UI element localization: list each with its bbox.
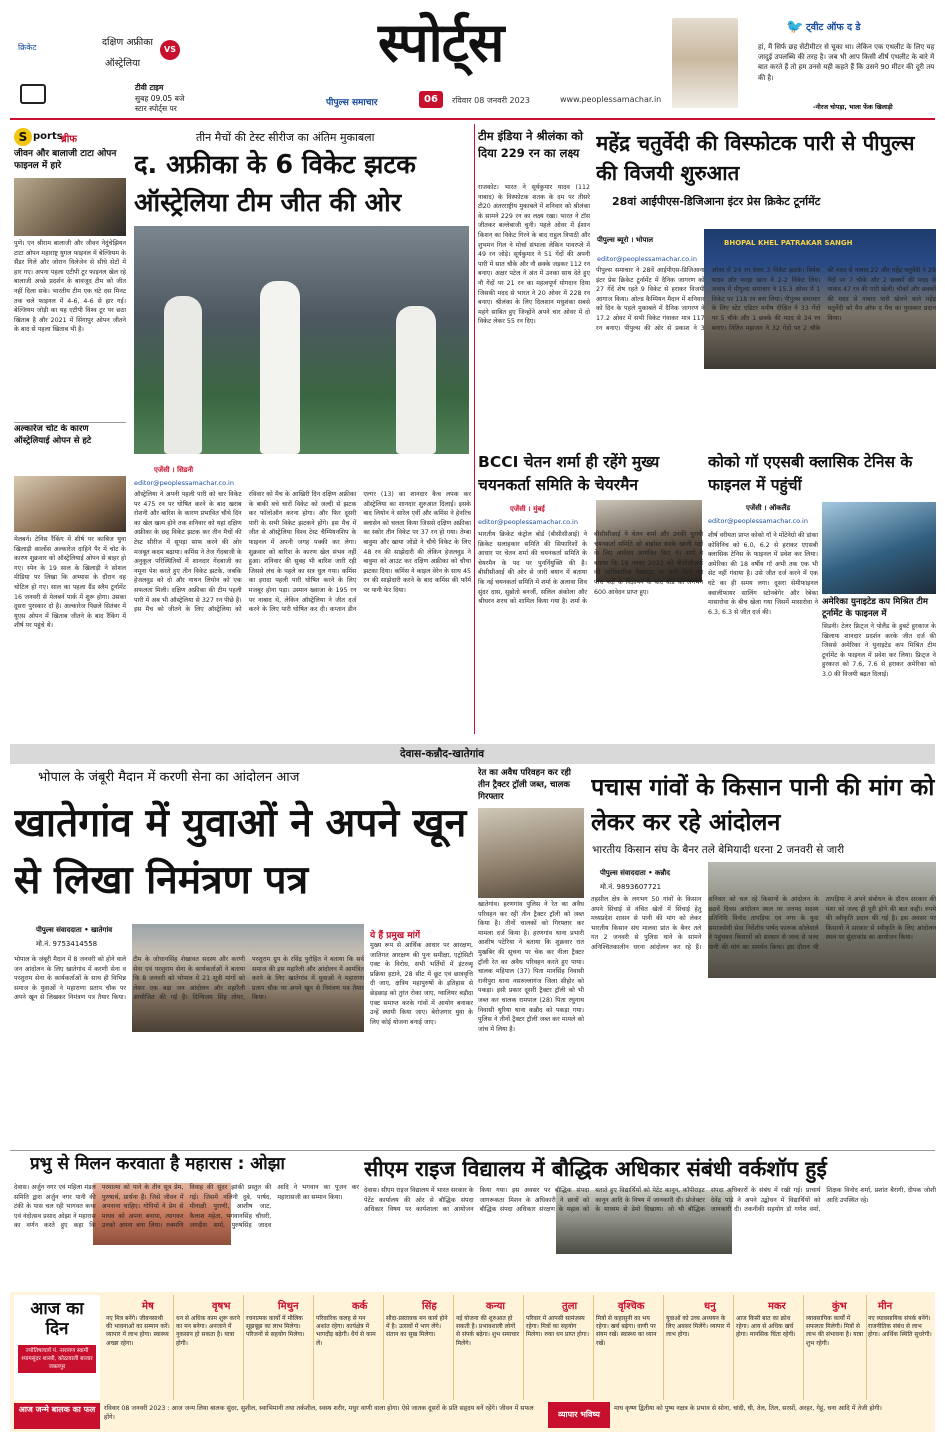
horoscope-title: आज का दिन [30, 1299, 84, 1339]
mahendra-banner: BHOPAL KHEL PATRAKAR SANGH [724, 239, 853, 247]
mahendra-sub: 28वां आईपीएस-डिजिआना इंटर प्रेस क्रिकेट टूर्नामेंट [612, 195, 821, 208]
horoscope-sign [174, 1295, 244, 1400]
lead-agency: एजेंसी । सिडनी [154, 466, 194, 474]
tweet-text: हां, मैं सिर्फ छह सेंटीमीटर से चूका था। लेकिन एक एथलीट के लिए यह जादुई उपलब्धि की तरह है। जब भी आप किसी शीर्ष एथलीट के बारे में बात करते हैं तो हम उनसे यही कहते हैं कि उसने 90 मीटर की दूरी तय की है। [758, 43, 935, 82]
masthead-date: रविवार 08 जनवरी 2023 [452, 96, 530, 105]
vyapar-label: व्यापार भविष्य [548, 1402, 610, 1428]
coco-photo [822, 502, 936, 594]
coco-box-text: सिडनी। टेलर फ्रिट्ज ने पोलैंड के हुबर्ट हुरकाज के खिलाफ शानदार प्रदर्शन करके जीत दर्ज की जिससे अमेरिका ने युनाइटेड कप मिश्रित टीम टूर्नामेंट के फाइनल में प्रवेश कर लिया। फ्रिट्ज ने हुरकाज को 7.6, 7.6 से हराकर अमेरिका को 3.0 की विजयी बढ़त दिलाई। [822, 623, 936, 678]
lead-kicker: तीन मैचों की टेस्ट सीरीज का अंतिम मुकाबला [196, 131, 375, 144]
horoscope-sign [594, 1295, 664, 1400]
bcci-email: editor@peoplessamachar.co.in [478, 518, 578, 526]
tweet-icon: 🐦 [786, 19, 804, 35]
brief-title-b: ब्रीफ [61, 134, 78, 145]
bcci-text: भारतीय क्रिकेट कंट्रोल बोर्ड (बीसीसीआई) ने क्रिकेट सलाहकार समिति की सिफारिशों के आधार पर चेतन शर्मा की चयनकर्ता समिति के चेयरमैन के पद पर पुनर्नियुक्ति की है। बीसीसीआई की ओर से जारी बयान में बताया कि नई चयनकर्ता समिति में शर्मा के अलावा शिव सुंदर दास, सुब्रोतो बनर्जी, सलिल अंकोला और श्रीधरन शरथ को शामिल किया गया है। शर्मा के बीसीसीआई ने चेतन शर्मा और उनकी पुरानी चयनकर्ता समिति को बर्खास्त करके खाली पदों के लिए आवेदन आमंत्रित किए थे। शर्मा ने बताया कि 18 नवंबर 2022 को बीसीसीआई की आधिकारिक वेबसाइट पर जारी किये गये पांच पदों के विज्ञापन के बाद बोर्ड को लगभग 600 आवेदन प्राप्त हुए। [478, 531, 703, 606]
khategaon-headline: खातेगांव में युवाओं ने अपने खून से लिखा निमंत्रण पत्र [14, 801, 467, 903]
tv-time-label: टीवी टाइम [135, 83, 164, 92]
sign-name: सिंह [422, 1301, 437, 1312]
farmers-text: तहसील क्षेत्र के लगभग 50 गांवों के किसान अपने सिंचाई से वंचित खेतों में सिंचाई हेतु मध्यप्रदेश शासन से पानी की मांग को लेकर भारतीय किसान संघ मालवा प्रांत के बैनर तले गत 2 जनवरी से पुलिस थाने के सामने अनिश्चितकालीन धरना आंदोलन कर रहे हैं। शनिवार को चल रहे किसानों के आंदोलन के छठवें दिवस आंदोलन स्थल पर जनपद सदस्य प्रतिनिधि विनोद तापड़िया एवं नगर के युवा समाजसेवी सेवा निर्देशीय पार्षद फारूक कोलेवाले ने पहुंचकर किसानों को सरकार से जल्द से जल्द पानी की मांग का समर्थन किया। इस दौरान श्री तापड़िया ने अपने संबोधन के दौरान सरकार की मंशा को जल्द ही पूरी होने की बात कही। रुपये की स्वीकृति प्रदान की गई है। इस अवसर पर किसानों ने सरकार से स्वीकृति के लिए आंदोलन स्थल पर सुंदरकांड का आयोजन किया। [591, 896, 936, 951]
coco-agency: एजेंसी । ऑकलैंड [746, 504, 791, 512]
lead-photo [134, 226, 469, 454]
farmers-mobile: मो.नं. 9893607721 [600, 883, 662, 891]
horoscope-sign [244, 1295, 314, 1400]
sign-text: परिवार में आपसी सामंजस्य रहेगा। मित्रों का सहयोग मिलेगा। रुका धन प्राप्त होगा। [526, 1315, 589, 1339]
coco-headline: कोको गॉ एएसबी क्लासिक टेनिस के फाइनल में पहुंचीं [708, 453, 913, 494]
sign-name: वृश्चिक [618, 1301, 645, 1312]
brief-title-a: ports [33, 131, 63, 142]
horoscope-sign [734, 1295, 804, 1400]
sign-text: धन से अधिक काम शुरू करने का मन बनेगा। अनजाने में नुकसान हो सकता है। यात्रा होगी। [176, 1315, 240, 1347]
row-divider [10, 1150, 935, 1151]
coco-email: editor@peoplessamachar.co.in [708, 517, 808, 525]
sign-name: कुंभ [832, 1301, 847, 1312]
sand-photo [478, 808, 584, 898]
brief-separator [14, 422, 126, 423]
sign-name: मेष [142, 1301, 154, 1312]
team1: दक्षिण अफ्रीका [102, 37, 154, 48]
tweet-title: ट्वीट ऑफ द डे [806, 22, 861, 33]
section-bar [10, 744, 935, 764]
sign-text: नए मित्र बनेंगे। जीवनसाथी की भावनाओं का सम्मान करें। व्यापार में लाभ होगा। स्वास्थ्य अच्छा रहेगा। [106, 1315, 170, 1347]
prabhu-text: देवास। अर्जुन नगर एवं महिला मंडल समिति द्वारा अर्जुन नगर पानी की टंकी के पास चल रही भागवत कथा एवं नंदोत्सव प्रसाद ओझा ने महारास का वर्णन करते हुए कहा कि परमात्मा को पाने के तीन सूत्र प्रेम, पुरुषार्थ, प्रार्थना हैं। जिसे जीवन में अपनाना चाहिए। गोपियों ने प्रेम से माधव को अपना बनाया, त्यागकर उनको अपना बना लिया। रुक्मणि विवाह की सुंदर झांकी प्रस्तुत की गई। जिसमें नलिनी दुबे, पार्षद, मीनाक्षी पुराणी, आशीष जाट, कैलाश महेता, भगवानसिंह चौधरी, जगदीश शर्मा, पुरुषसिंह जादव आदि ने भगवान का पूजन कर महारासजी का सम्मान किया। [14, 1184, 359, 1230]
horoscope-astrologer: ज्योतिषाचार्य पं. नारायण स्वामी श्यामसुंदर शास्त्री, कोठावाली बाजार जबलपुर [18, 1345, 96, 1373]
bcci-headline: BCCI चेतन शर्मा ही रहेंगे मुख्य चयनकर्ता समिति के चेयरमैन [478, 453, 660, 494]
sign-name: तुला [562, 1301, 578, 1312]
mahendra-headline: महेंद्र चतुर्वेदी की विस्फोटक पारी से पीपुल्स की विजयी शुरुआत [596, 131, 915, 185]
coco-box [822, 596, 936, 736]
match-box [10, 20, 188, 118]
sign-text: आज किसी बात का क्रोध रहेगा। आय से अधिक खर्च होगा। मानसिक चिंता रहेगी। [736, 1315, 796, 1339]
sign-name: मिथुन [278, 1301, 299, 1312]
farmers-sub: भारतीय किसान संघ के बैनर तले बेमियादी धरना 2 जनवरी से जारी [592, 844, 845, 856]
sign-text: सौदा-प्रस्तावक मन कार्य होने में है। उत्सवों में भाग लेंगे। संतान का सुख मिलेगा। [386, 1315, 448, 1339]
demands-title: ये हैं प्रमुख मांगें [370, 931, 421, 941]
cmrise-headline: सीएम राइज विद्यालय में बौद्धिक अधिकार संबंधी वर्कशॉप हुई [364, 1157, 827, 1181]
horoscope-sign [454, 1295, 524, 1400]
khategaon-text: भोपाल के जंबूरी मैदान में 8 जनवरी को होने वाले जन आंदोलन के लिए खातेगांव में करणी सेना व परशुराम सेना के कार्यकर्ताओं के साथ ही विभिन्न समाज के युवाओं ने महाराणा प्रताप चौक पर अपने खून से लिखकर निमंत्रण पत्र तैयार किया। टीम के जोधानसिंह शेखावत सदस्य और करणी सेना एवं परशुराम सेना के कार्यकर्ताओं ने बताया कि 8 जनवरी को भोपाल में 21 सूत्री मांगों को लेकर एक बड़ा जन आंदोलन और महारैली आयोजित की गई है। दिग्विजय सिंह तोमर, परशुराम ग्रुप के रविंद्र पुरोहित ने बताया कि सर्व समाज की इस महारैली और आंदोलन में आमंत्रित करने के लिए खातेगांव में युवाओं ने महाराणा प्रताप चौक पर अपने खून से निमंत्रण पत्र तैयार किया। [14, 956, 364, 1002]
sign-name: कर्क [352, 1301, 368, 1312]
sand-headline: रेत का अवैध परिवहन कर रही तीन ट्रैक्टर ट्रॉली जब्त, चालक गिरफ्तार [478, 768, 571, 802]
brief-text-2: मेलबर्न। टेनिस रैंकिंग में शीर्ष पर काबिज युवा खिलाड़ी कार्लोस अल्कारेज दाहिने पैर में चोट के कारण शुक्रवार को ऑस्ट्रेलियाई ओपन से बाहर हो गए। स्पेन के 19 साल के खिलाड़ी ने सोशल मीडिया पर लिखा कि अभ्यास के दौरान वह चोटिल हो गए। साल का पहला ग्रैंड स्लैम टूर्नामेंट 16 जनवरी से मेलबर्न पार्क में शुरू होगा। उसका दूसरा पुरस्कार दो है। अल्कारेज पिछले सितंबर में यूएस ओपन में खिताब जीतने के बाद रैंकिंग में शीर्ष पर पहुंचे थे। [14, 536, 126, 630]
brief-headline-2: अल्कारेज चोट के कारण ऑस्ट्रेलियाई ओपन से हटे [14, 424, 92, 446]
sign-text: युवाओं को उच्च अध्ययन के लिए अवसर मिलेंगे। व्यापार में लाभ होगा। [666, 1315, 730, 1339]
sign-text: नई योजना की शुरुआत हो सकती है। प्रभावशाली लोगों से संपर्क बढ़ेगा। शुभ समाचार मिलेंगे। [456, 1315, 520, 1347]
vyapar-text: माघ कृष्ण द्वितीया को पुष्य नक्षत्र के प्रभाव से सोना, चांदी, घी, तेल, तिल, सरसों, अरहर, गेहूं, चना आदि में तेजी होगी। [614, 1405, 882, 1412]
column-rule [474, 124, 475, 734]
masthead-divider [10, 118, 935, 120]
aaj-janme: आज जन्मे बालक का फल [14, 1403, 100, 1429]
masthead-brand: पीपुल्स समाचार [326, 98, 378, 108]
sign-name: वृषभ [212, 1301, 231, 1312]
khategaon-agency: पीपुल्स संवाददाता • खातेगांव [36, 926, 113, 934]
lead-headline: द. अफ्रीका के 6 विकेट झटक ऑस्ट्रेलिया टीम जीत की ओर [134, 150, 416, 218]
sign-name: कन्या [486, 1301, 506, 1312]
lead-text: ऑस्ट्रेलिया ने अपनी पहली पारी को चार विकेट पर 475 रन पर घोषित करने के बाद खराब रोशनी और बारिश के कारण प्रभावित चौथे दिन का खेल खत्म होने तक शनिवार को यहां दक्षिण अफ्रीका के छह विकेट झटक कर तीन मैचों की टेस्ट सीरीज में सूपड़ा साफ करने की ओर मजबूत कदम बढ़ाया। कमिंस ने तेज गेंदबाजी के अनुकूल परिस्थितियों में शानदार गेंदबाजी का नमूना पेश करते हुए तीन विकेट झटके, जबकि हेजलवुड को दो और नाथन लियोन को एक सफलता मिली। दक्षिण अफ्रीका की टीम पहली पारी में अब भी ऑस्ट्रेलिया से 327 रन पीछे है। इस मैच को जीतने के लिए ऑस्ट्रेलिया को रविवार को मैच के आखिरी दिन दक्षिण अफ्रीका के बाकी बचे चारों विकेट को जल्दी से झटक कर फॉलोऑन करना होगा। और फिर दूसरी पारी के सभी विकेट झटकने होंगे। इस मैच में जीत से ऑस्ट्रेलिया विश्व टेस्ट चैम्पियनशिप के फाइनल में अपनी जगह पक्की कर लेगा। शुक्रवार को बारिश के कारण खेल संभव नहीं हुआ। शनिवार की सुबह भी बारिश जारी रही जिससे लंच के पहले का सत्र धुल गया। कमिंस का इरादा पहली पारी घोषित करने के लिए मजबूर होना पड़ा। उस्मान ख्वाजा के 195 रन पर नाबाद थे, लेकिन ऑस्ट्रेलिया ने जीत दर्ज करने के लिए पारी घोषित कर दी। कप्तान डीन एल्गर (13) का शानदार कैच लपक कर ऑस्ट्रेलिया का शानदार शुरुआत दिलाई। इसके बाद लियोन ने सारेल एर्वी और कमिंस ने हेनरिच क्लासेन को चलता किया जिससे दक्षिण अफ्रीका का स्कोर तीन विकेट पर 37 रन हो गया। तेम्बा बावुमा और खाया जोंडो ने चौथे विकेट के लिए 48 रन की साझेदारी की लेकिन हेजलवुड ने बावुमा को आउट कर दक्षिण अफ्रीका को चौथा झटका दिया। कमिंस ने काइल वेरेन के साथ 45 रन की साझेदारी करने के बाद कमिंस की फॉर्म पर पानी फेर दिया। [134, 491, 471, 614]
horoscope-sign [524, 1295, 594, 1400]
player-figure [396, 306, 436, 454]
horoscope-sign [384, 1295, 454, 1400]
horoscope-sign [664, 1295, 734, 1400]
sign-name: मकर [768, 1301, 786, 1312]
lead-email: editor@peoplessamachar.co.in [134, 479, 234, 487]
player-figure [164, 296, 202, 454]
brief-text: पुणे। एन श्रीराम बालाजी और जीवन नेदुंचेझियन टाटा ओपन महाराष्ट्र युगल फाइनल में बेल्जियम के सैंडर गिले और जोरान विलेजेन से सीधे सेटों में हार गए। अपना पहला एटीपी टूर फाइनल खेल रहे बालाजी अच्छे प्रदर्शन के बावजूद टीम को जीत नहीं दिला सके। भारतीय टीम एक घंटे दस मिनट तक चले फाइनल में 4-6, 4-6 से हार गई। बेल्जियम जोड़ी का यह एटीपी विश्व टूर पर छठा खिताब है और 2021 में सिंगापुर ओपन जीतने के बाद से पहला खिताब भी है। [14, 240, 126, 334]
player-figure [260, 281, 300, 454]
page-number: 06 [419, 91, 443, 108]
sign-name: मीन [878, 1301, 893, 1312]
sign-text: रचनात्मक कार्यों में मौलिक सूझबूझ का लाभ मिलेगा। परिजनों से सहयोग मिलेगा। [246, 1315, 305, 1339]
brief-photo-2 [14, 476, 126, 532]
vs-badge: VS [160, 40, 180, 60]
cmrise-text: देवास। सीएम राइज विद्यालय में भारत सरकार के पेटेंट कार्यालय की ओर से बौद्धिक संपदा अधिकार विषय पर कार्यशाला का आयोजन किया गया। इस अवसर पर बौद्धिक संपदा जागरूकता मिशन के अधिकारी ने छात्रों को बौद्धिक संपदा अधिकार संरक्षण के महत्व को बताते हुए विद्यार्थियों को पेटेंट कानून, कॉपीराइट कानून आदि के विषय में जानकारी दी। प्रोजेक्टर के माध्यम से डेमो दिखाया। जो भी बौद्धिक संपदा अधिकारों के संबंध में रखी गई। प्राचार्य देवेंद्र पांडे ने अपने उद्बोधन में विद्यार्थियों को जानकारी दी। तकनीकी सहयोग डॉ गणेश वर्मा, शिक्षक विनोद शर्मा, प्रशांत बैरागी, दीपक जोशी आदि उपस्थित रहे। [364, 1187, 936, 1214]
sign-text: परिवारिक कलह से मन अशांत रहेगा। कार्यक्षेत्र में भागदौड़ बढ़ेगी। धैर्य से काम लें। [316, 1315, 376, 1347]
horoscope-sign [104, 1295, 174, 1400]
mahendra-agency: पीपुल्स ब्यूरो । भोपाल [597, 236, 654, 244]
brief-photo [14, 178, 126, 236]
brief-headline: जीवन और बालाजी टाटा ओपन फाइनल में हारे [14, 149, 117, 171]
mahendra-email: editor@peoplessamachar.co.in [597, 255, 697, 263]
horoscope-title-box [14, 1295, 100, 1400]
bcci-agency: एजेंसी । मुंबई [510, 505, 545, 513]
sign-name: धनु [704, 1301, 716, 1312]
prabhu-headline: प्रभु से मिलन करवाता है महारास : ओझा [30, 1154, 285, 1174]
team2: ऑस्ट्रेलिया [105, 58, 141, 69]
srilanka-headline: टीम इंडिया ने श्रीलंका को दिया 229 रन का लक्ष्य [478, 129, 584, 160]
farmers-agency: पीपुल्स संवाददाता • कन्नौद [600, 869, 670, 877]
masthead-title: स्पोर्ट्स [378, 11, 504, 74]
coco-text: शीर्ष वरीयता प्राप्त कोको गॉ ने मोंटेनेग्रो की डांका कोविनिच को 6.0, 6.2 से हराकर एएसबी क्लासिक टेनिस के फाइनल में प्रवेश कर लिया। अमेरिका की 18 वर्षीय गॉ अभी तक एक भी सेट नहीं गंवाया है। उसे जीत दर्ज करने में एक घंटे का ही समय लगा। दूसरा सेमीफाइनल क्वालीफायर सालिंग स्टोनबेगेर और रेबेका मासारोवा के बीच खेला गया जिसमें मासारोवा ने 6.3, 6.3 से जीत दर्ज की। [708, 532, 818, 616]
sign-text: मित्रों से कहासुनी का भय रहेगा। खर्च बढ़ेगा। वाणी पर संयम रखें। स्वास्थ्य का ध्यान रखें। [596, 1315, 657, 1347]
player-photo [672, 18, 738, 108]
tweet-author: -नीरज चोपड़ा, भाला फेंक खिलाड़ी [813, 104, 893, 111]
horoscope-sign [314, 1295, 384, 1400]
masthead-web: www.peoplessamachar.in [560, 95, 662, 104]
birth-text: रविवार 08 जनवरी 2023 : आज जन्म लिया बालक सुंदर, सुशील, स्वाभिमानी तथा तर्कशील, स्वस्थ शरीर, मधुर वाणी वाला होगा। ऐसे जातक दूसरों के प्रति सहृदय बनें रहेंगे। जीवन में सफल होंगे। [104, 1405, 534, 1421]
tv-channel: स्टार स्पोर्ट्स पर [135, 104, 177, 113]
sign-text: व्यावसायिक कार्यों में सफलता मिलेगी। मित्रों से लाभ की संभावना है। यात्रा शुभ रहेगी। [806, 1315, 864, 1347]
sign-text: नए व्यावसायिक संपर्क बनेंगे। राजनीतिक संबंध से लाभ होगा। आर्थिक स्थिति सुधरेगी। [868, 1315, 932, 1339]
khategaon-kicker: भोपाल के जंबूरी मैदान में करणी सेना का आंदोलन आज [38, 770, 300, 785]
sand-text: खातेगांव। हरणगांव पुलिस ने रेत का अवैध परिवहन कर रही तीन ट्रैक्टर ट्रॉली को जब्त किया है। तीनों चालकों को गिरफ्तार कर मामला दर्ज किया है। हरणगांव थाना प्रभारी आशीष पटेरिया ने बताया कि शुक्रवार रात मुखबिर की सूचना पर चेक कर नीला ट्रैक्टर ट्रॉली रेत का अवैध परिवहन करते हुए पाया। चालक महिपाल (37) पिता मानसिंह निवासी रानीपुरा थाना नसरुल्लागंज जिला सीहोर को पकड़ा। इसी प्रकार दूसरी ट्रैक्टर ट्रॉली को भी जब्त कर चालक रामपाल (28) पिता रघुनाथ निवासी थुरिया थाना कन्नौद को पकड़ा गया। पुलिस ने तीनों ट्रैक्टर ट्रॉली जब्त कर मामले को जांच में लिया है। [478, 901, 584, 1033]
srilanka-text: राजकोट। भारत ने सूर्यकुमार यादव (112 नाबाद) के विस्फोटक शतक के दम पर तीसरे टी20 अंतरराष्ट्रीय मुकाबले में शनिवार को श्रीलंका के सामने 229 रन का लक्ष्य रखा। भारत ने टॉस जीतकर बल्लेबाजी चुनी। पहले ओवर में ईशान किशन का विकेट गिरने के बाद राहुल त्रिपाठी और शुभमन गिल ने मोर्चा संभाला लेकिन पावरप्ले में 49 रन जोड़े। सूर्यकुमार ने 51 गेंदों की अपनी पारी में सात चौके और नौ छक्के जड़कर 112 रन बनाए। अक्षर पटेल ने अंत में उनका साथ देते हुए नौ गेंदों पर 21 रन का महत्वपूर्ण योगदान दिया जिसकी मदद से भारत ने 20 ओवर में 228 रन बनाए। श्रीलंका के लिए दिलशान मधुशंका सबसे महंगे साबित हुए जिन्होंने अपने चार ओवर में दो विकेट लेकर 55 रन दिए। [478, 184, 590, 326]
horoscope-sign [866, 1295, 935, 1400]
mahendra-text: पीपुल्स समाचार ने 28वें आईपीएस-डिजिआना इंटर प्रेस क्रिकेट टूर्नामेंट में दैनिक जागरण को 27 गेंदें शेष रहते 9 विकेट से हराकर विजयी आगाज किया। ओल्ड कैम्पियन मैदान में शनिवार को दिन के पहले मुकाबले में दैनिक जागरण ने 17.2 ओवर में सभी विकेट गंवाकर मात्र 117 रन बनाए। पीपुल्स की ओर से प्रकाश ने 3 ओवर में 24 रन देकर 3 विकेट झटके। विवेक यादव और फरहा खान ने 2-2 विकेट लिए। जवाब में पीपुल्स समाचार ने 15.3 ओवर में 1 विकेट पर 118 रन बना लिया। पीपुल्स समाचार के लिए स्टेट एडिटर मनीष दीक्षित ने 33 गेंदों पर 5 चौके और 1 छक्के की मदद से 34 रन बनाए। नितिन महाजन ने 32 गेंदों पर 2 चौके की मदद से नाबाद 22 और महेंद्र चतुर्वेदी ने 29 गेंदों पर 7 चौके और 2 छक्कों की मदद से नाबाद 47 रन की पारी खेली। चौकों और छक्कों की मदद से नाबाद पारी खेलने वाले महेंद्र चतुर्वेदी को मैन ऑफ द मैच का पुरस्कार प्रदान किया। [596, 267, 936, 332]
cricket-label: क्रिकेट [18, 43, 37, 52]
horoscope-sign [804, 1295, 867, 1400]
section-label: देवास-कन्नौद-खातेगांव [400, 748, 485, 760]
khategaon-mobile: मो.नं. 9753414558 [36, 940, 98, 948]
tv-time: सुबह 09.05 बजे [135, 94, 185, 103]
tv-icon [20, 84, 46, 104]
coco-box-title: अमेरिका युनाइटेड कप मिश्रित टीम टूर्नामेंट के फाइनल में [822, 597, 928, 619]
demands-text: मुख्य रूप से आर्थिक आधार पर आरक्षण, जातिगत आरक्षण की पुनः समीक्षा, एट्रोसिटी एक्ट के विरोध, सभी भर्तियों में इंटरव्यू प्रक्रिया हटाने, 28 सीट में छूट एवं छात्रवृत्ति दी जाए, क्षत्रिय महापुरुषों के इतिहास से छेड़छाड़ को तुरंत रोका जाए, ग्वालियर बड़ौदा एक्ट समाप्त करके गांवों में आयोग बनाकर उन्हें स्थायी किया जाए। बेरोजगार युवा के लिए कोई योजना बनाई जाए। [370, 942, 473, 1026]
farmers-headline: पचास गांवों के किसान पानी की मांग को लेकर कर रहे आंदोलन [591, 773, 935, 836]
brief-badge: S [14, 128, 32, 146]
